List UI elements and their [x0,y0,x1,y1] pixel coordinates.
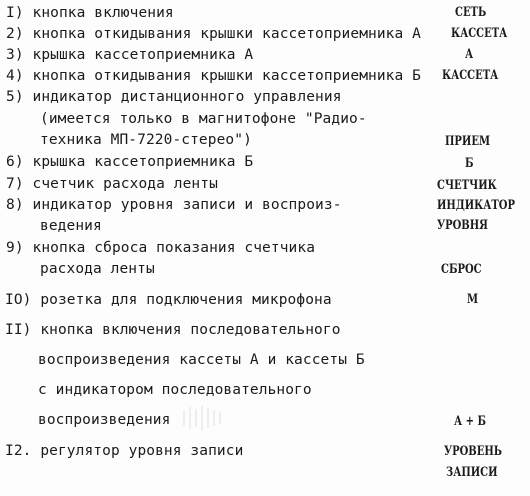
item-3-label: А [465,47,474,62]
item-1-text: I) кнопка включения [6,5,174,21]
item-12-label-1: УРОВЕНЬ [444,444,503,459]
item-4-label: КАССЕТА [442,68,499,83]
item-10-label: М [467,292,479,307]
item-5-text: 5) индикатор дистанционного управления [6,89,342,105]
item-5-note-line-2: техника МП-7220-стерео") [40,132,252,148]
item-2-label: КАССЕТА [451,26,508,41]
item-11-text-cont-3: воспроизведения [38,412,171,428]
item-11-text-cont-2: с индикатором последовательного [38,382,312,398]
scan-smudge [176,404,240,432]
item-2-text: 2) кнопка откидывания крышки кассетоприемника А [6,26,421,42]
item-12-label-2: ЗАПИСИ [446,465,498,480]
item-4-text: 4) кнопка откидывания крышки кассетоприемника Б [6,68,421,84]
item-8-text-cont: ведения [40,218,102,234]
item-11-text-cont-1: воспроизведения кассеты А и кассеты Б [38,352,365,368]
item-8-label-2: УРОВНЯ [437,218,488,233]
item-12-text: I2. регулятор уровня записи [5,443,244,459]
item-8-text: 8) индикатор уровня записи и воспроиз- [6,197,342,213]
item-7-text: 7) счетчик расхода ленты [6,176,218,192]
item-5-note-line-1: (имеется только в магнитофоне "Радио- [40,111,367,127]
item-3-text: 3) крышка кассетоприемника А [6,47,254,63]
item-9-text-cont: расхода ленты [40,261,155,277]
item-11-text: II) кнопка включения последовательного [5,322,341,338]
item-5-label: ПРИЕМ [445,134,491,149]
item-9-label: СБРОС [441,262,482,277]
item-8-label-1: ИНДИКАТОР [437,198,516,213]
item-1-label: СЕТЬ [455,5,487,20]
item-9-text: 9) кнопка сброса показания счетчика [6,240,316,256]
item-6-text: 6) крышка кассетоприемника Б [6,154,254,170]
item-7-label: СЧЕТЧИК [437,178,497,193]
item-6-label: Б [465,156,474,171]
item-11-label: А + Б [454,414,486,429]
item-10-text: IO) розетка для подключения микрофона [5,292,332,308]
